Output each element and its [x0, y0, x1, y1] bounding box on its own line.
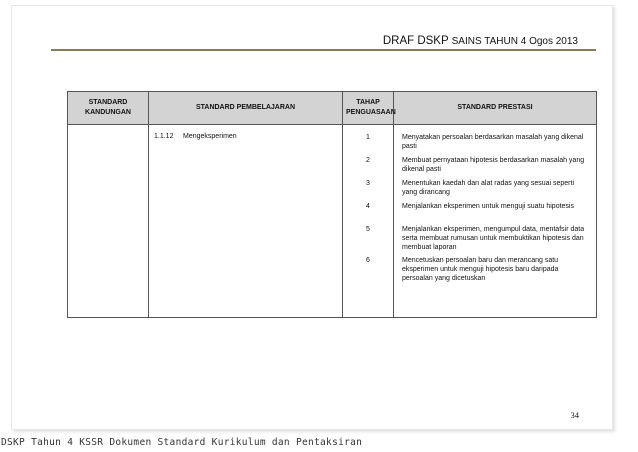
header-standard-pembelajaran: STANDARD PEMBELAJARAN — [149, 92, 343, 125]
table-row — [68, 125, 597, 318]
tahap-level-5: 5 — [366, 226, 370, 233]
tahap-level-1: 1 — [366, 134, 370, 141]
standard-pembelajaran-cell — [149, 125, 343, 318]
tahap-level-3: 3 — [366, 180, 370, 187]
header-standard-prestasi: STANDARD PRESTASI — [394, 92, 597, 125]
header-divider — [51, 49, 596, 51]
prestasi-descriptor-2: Membuat pernyataan hipotesis berdasarkan masalah yang dikenal pasti — [402, 157, 585, 173]
footer-caption: DSKP Tahun 4 KSSR Dokumen Standard Kurikulum dan Pentaksiran — [1, 437, 363, 448]
header-title-rest: SAINS TAHUN 4 Ogos 2013 — [451, 36, 578, 47]
tahap-level-2: 2 — [366, 157, 370, 164]
prestasi-descriptor-3: Menentukan kaedah dan alat radas yang sesuai seperti yang dirancang — [402, 180, 575, 196]
page-number: 34 — [570, 410, 579, 420]
page-header-title — [383, 35, 578, 47]
dskp-standards-table — [67, 91, 597, 318]
document-page — [11, 5, 613, 430]
prestasi-descriptor-5: Menjalankan eksperimen, mengumpul data, mentafsir data serta membuat rumusan untuk membuktikan hipotesis dan membuat laporan — [402, 226, 585, 251]
prestasi-descriptor-6: Mencetuskan persoalan baru dan merancang satu eksperimen untuk menguji hipotesis baru daripada persoalan yang dicetuskan — [402, 257, 559, 282]
table-header-row — [68, 92, 597, 125]
header-standard-kandungan: STANDARD KANDUNGAN — [68, 92, 149, 125]
header-tahap-penguasaan: TAHAP PENGUASAAN — [343, 92, 394, 125]
pembelajaran-code: 1.1.12 — [154, 133, 174, 140]
pembelajaran-item — [149, 125, 342, 140]
prestasi-descriptor-1: Menyatakan persoalan berdasarkan masalah yang dikenal pasti — [402, 134, 584, 150]
standard-prestasi-cell — [394, 125, 597, 318]
tahap-penguasaan-cell — [343, 125, 394, 318]
header-title-main: DRAF DSKP — [382, 35, 449, 47]
tahap-level-4: 4 — [366, 203, 370, 210]
pembelajaran-text: Mengeksperimen — [183, 133, 237, 140]
prestasi-descriptor-4: Menjalankan eksperimen untuk menguji suatu hipotesis — [402, 203, 574, 210]
standard-kandungan-cell — [68, 125, 149, 318]
tahap-level-6: 6 — [366, 257, 370, 264]
